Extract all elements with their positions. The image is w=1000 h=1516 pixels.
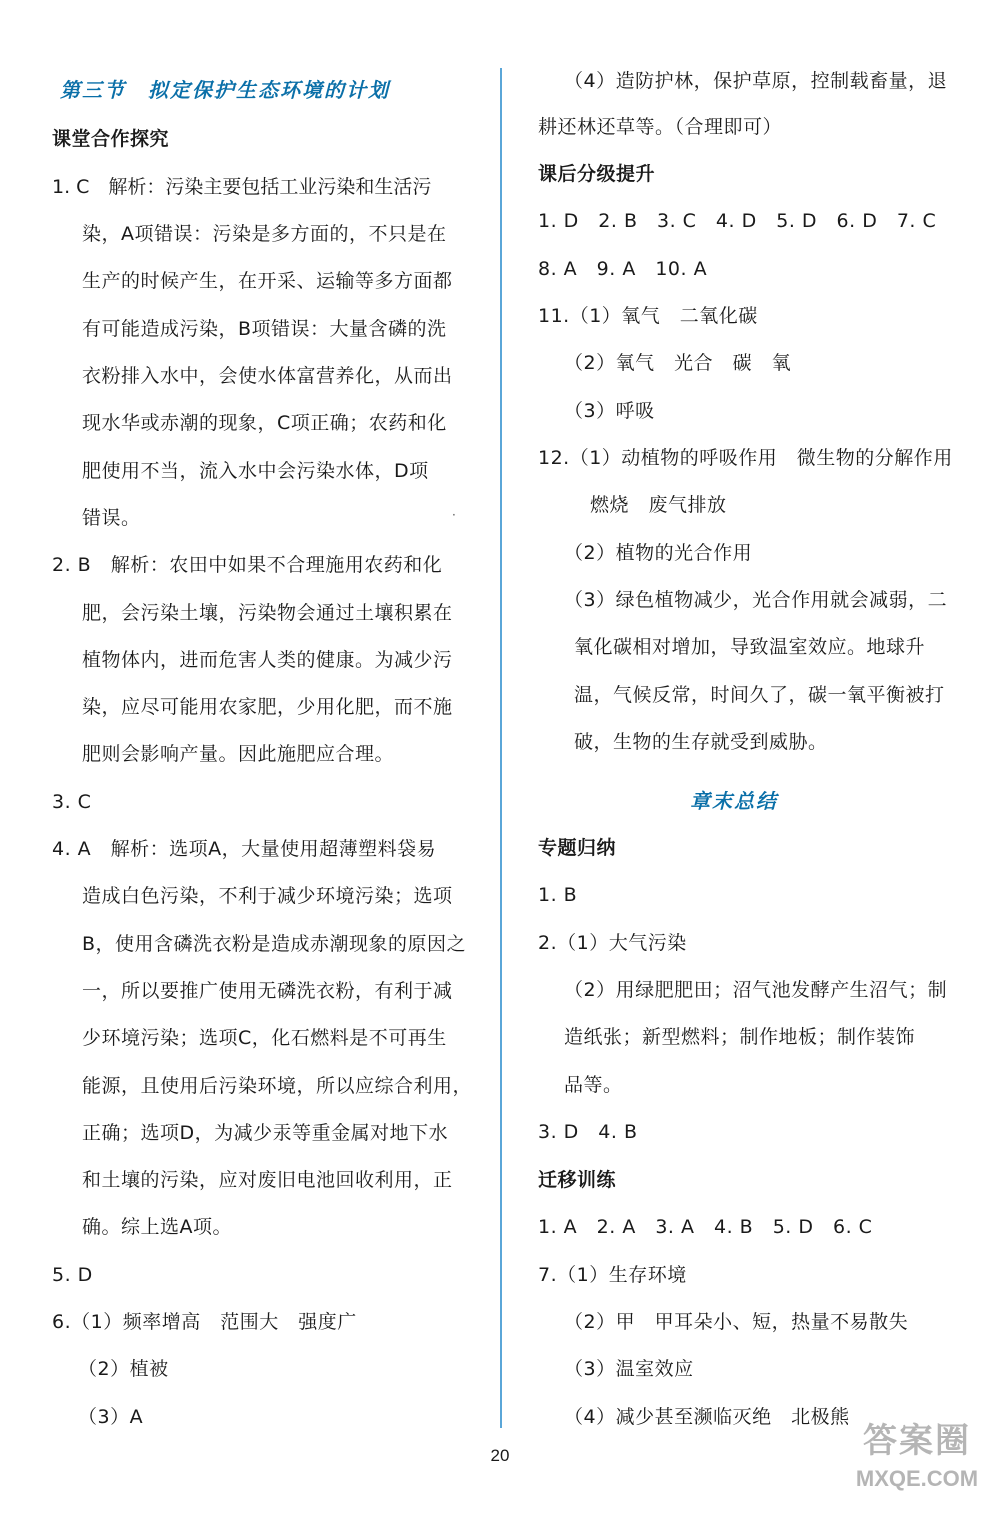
answer-4-line: 一，所以要推广使用无磷洗衣粉，有利于减	[82, 980, 453, 1002]
summary-answer-2-line: 造纸张；新型燃料；制作地板；制作装饰	[564, 1026, 916, 1048]
answer-11-line: （3）呼吸	[564, 400, 655, 422]
answer-12-line: 氧化碳相对增加，导致温室效应。地球升	[574, 636, 926, 658]
answer-4-line: 少环境污染；选项C，化石燃料是不可再生	[82, 1027, 447, 1049]
answer-2-line: 染，应尽可能用农家肥，少用化肥，而不施	[82, 696, 453, 718]
watermark-text: 答案圈	[863, 1421, 971, 1461]
answer-3: 3. C	[52, 791, 92, 813]
transfer-answer-7-line: （2）甲 甲耳朵小、短，热量不易散失	[564, 1311, 909, 1333]
chapter-summary-title: 章末总结	[690, 789, 778, 813]
answer-2-line: 肥则会影响产量。因此施肥应合理。	[82, 743, 395, 765]
answer-4-line: 确。综上选A项。	[82, 1216, 232, 1238]
answer-11-line: 11.（1）氧气 二氧化碳	[538, 305, 758, 327]
answer-6-line: 6.（1）频率增高 范围大 强度广	[52, 1311, 357, 1333]
stray-mark: ·	[452, 508, 456, 522]
answer-1-line: 1. C 解析：污染主要包括工业污染和生活污	[52, 176, 432, 198]
answer-6-continued: 耕还林还草等。（合理即可）	[538, 116, 783, 138]
answer-12-line: 燃烧 废气排放	[590, 494, 727, 516]
answer-1-line: 染，A项错误：污染是多方面的，不只是在	[82, 223, 447, 245]
column-divider	[500, 68, 502, 1428]
answer-4-line: 造成白色污染，不利于减少环境污染；选项	[82, 885, 453, 907]
answer-2-line: 肥，会污染土壤，污染物会通过土壤积累在	[82, 602, 453, 624]
heading-topic-summary: 专题归纳	[538, 837, 617, 859]
answer-1-line: 有可能造成污染，B项错误：大量含磷的洗	[82, 318, 447, 340]
answer-6-line: （2）植被	[78, 1358, 169, 1380]
heading-transfer-training: 迁移训练	[538, 1169, 617, 1191]
transfer-answer-7-line: （4）减少甚至濒临灭绝 北极熊	[564, 1406, 850, 1428]
answer-11-line: （2）氧气 光合 碳 氧	[564, 352, 792, 374]
heading-classroom-inquiry: 课堂合作探究	[52, 128, 170, 150]
transfer-answers-1-6: 1. A 2. A 3. A 4. B 5. D 6. C	[538, 1216, 873, 1238]
answer-4-line: 4. A 解析：选项A，大量使用超薄塑料袋易	[52, 838, 437, 860]
answer-4-line: B，使用含磷洗衣粉是造成赤潮现象的原因之	[82, 933, 467, 955]
answer-1-line: 衣粉排入水中，会使水体富营养化，从而出	[82, 365, 453, 387]
answer-2-line: 2. B 解析：农田中如果不合理施用农药和化	[52, 554, 443, 576]
answers-1-7: 1. D 2. B 3. C 4. D 5. D 6. D 7. C	[538, 210, 937, 232]
answer-1-line: 生产的时候产生，在开采、运输等多方面都	[82, 270, 453, 292]
page-number: 20	[490, 1446, 510, 1465]
summary-answer-2-line: 2.（1）大气污染	[538, 932, 687, 954]
heading-after-class: 课后分级提升	[538, 163, 656, 185]
watermark-logo	[842, 1418, 992, 1514]
answer-1-line: 错误。	[82, 507, 141, 529]
answer-1-line: 现水华或赤潮的现象，C项正确；农药和化	[82, 412, 447, 434]
answer-12-line: （3）绿色植物减少，光合作用就会减弱，二	[564, 589, 948, 611]
answer-2-line: 植物体内，进而危害人类的健康。为减少污	[82, 649, 453, 671]
answer-4-line: 能源，且使用后污染环境，所以应综合利用，	[82, 1075, 473, 1097]
answer-5: 5. D	[52, 1264, 93, 1286]
answer-12-line: 温，气候反常，时间久了，碳一氧平衡被打	[574, 684, 945, 706]
summary-answers-3-4: 3. D 4. B	[538, 1121, 638, 1143]
answer-4-line: 和土壤的污染，应对废旧电池回收利用，正	[82, 1169, 453, 1191]
answer-1-line: 肥使用不当，流入水中会污染水体，D项	[82, 460, 429, 482]
answer-6-line: （3）A	[78, 1406, 144, 1428]
transfer-answer-7-line: （3）温室效应	[564, 1358, 694, 1380]
answer-12-line: 破，生物的生存就受到威胁。	[574, 731, 828, 753]
summary-answer-2-line: （2）用绿肥肥田；沼气池发酵产生沼气；制	[564, 979, 948, 1001]
answer-4-line: 正确；选项D，为减少汞等重金属对地下水	[82, 1122, 449, 1144]
answer-12-line: （2）植物的光合作用	[564, 542, 753, 564]
section-title: 第三节 拟定保护生态环境的计划	[60, 78, 390, 102]
answer-6-continued: （4）造防护林，保护草原，控制载畜量，退	[564, 70, 948, 92]
transfer-answer-7-line: 7.（1）生存环境	[538, 1264, 687, 1286]
summary-answer-2-line: 品等。	[564, 1074, 623, 1096]
summary-answer-1: 1. B	[538, 884, 578, 906]
watermark-url: MXQE.COM	[855, 1466, 979, 1491]
answers-8-10: 8. A 9. A 10. A	[538, 258, 708, 280]
answer-12-line: 12.（1）动植物的呼吸作用 微生物的分解作用	[538, 447, 953, 469]
